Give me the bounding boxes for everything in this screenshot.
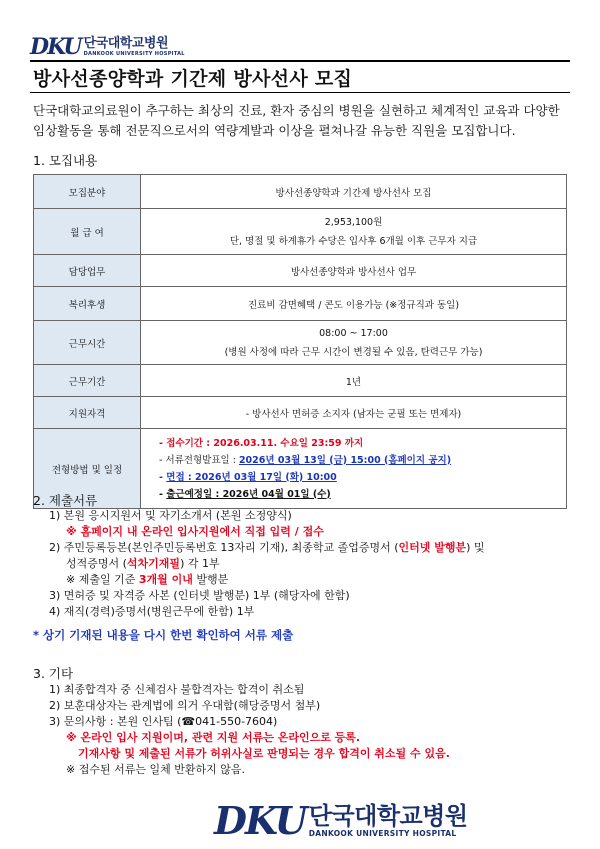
intro-paragraph: 단국대학교의료원이 추구하는 최상의 진료, 환자 중심의 병원을 실현하고 체계적인 교육과 다양한 임상활동을 통해 전문직으로서의 역량계발과 이상을 펼쳐나갈 유능한 직원을 모집합니다. [33, 103, 560, 138]
doc-item-3: 3) 면허증 및 자격증 사본 (인터넷 발행분) 1부 (해당자에 한함) [49, 589, 350, 602]
field-value: 방사선종양학과 기간제 방사선사 모집 [141, 175, 567, 209]
title-divider [30, 92, 570, 93]
logo-name-ko: 단국대학교병원 [308, 801, 468, 830]
hospital-logo-bottom [214, 798, 468, 843]
logo-name-ko: 단국대학교병원 [83, 36, 169, 51]
doc-item-2-cont: 성적증명서 (석차기재필) 각 1부 [66, 557, 220, 570]
table-row [34, 209, 567, 255]
doc-item-2-note: ※ 제출일 기준 3개월 이내 발행분 [66, 573, 229, 586]
etc-item-1: 1) 최종합격자 중 신체검사 불합격자는 합격이 취소됨 [49, 683, 305, 696]
no-return-note: ※ 접수된 서류는 일체 반환하지 않음. [66, 763, 245, 776]
start-date: 출근예정일 : 2026년 04월 01일 (수) [166, 488, 331, 500]
logo-mark: DKU [214, 798, 306, 843]
recheck-notice: * 상기 기재된 내용을 다시 한번 확인하여 서류 제출 [33, 628, 294, 642]
logo-name-en: DANKOOK UNIVERSITY HOSPITAL [308, 828, 457, 838]
section-3-title: 3. 기타 [33, 666, 74, 681]
duty-value: 방사선종양학과 방사선사 업무 [141, 255, 567, 287]
table-row [34, 255, 567, 287]
false-info-warning: 기재사항 및 제출된 서류가 허위사실로 판명되는 경우 합격이 취소될 수 있음. [78, 747, 450, 760]
table-row [34, 287, 567, 321]
doc-item-1-note: ※ 홈페이지 내 온라인 입사지원에서 직접 입력 / 접수 [66, 525, 324, 538]
qualification-label: 지원자격 [34, 397, 141, 429]
duty-label: 담당업무 [34, 255, 141, 287]
top-divider [30, 60, 570, 62]
schedule-cell: - 접수기간 : 2026.03.11. 수요일 23:59 까지 - 서류전형발표일 : 2026년 03월 13일 (금) 15:00 (홈페이지 공지) - 면접 : 2026년 03월 17일 (화) 10:00 - 출근예정일 : 2026년 04월 01일 (수) [141, 429, 567, 509]
logo-name-en: DANKOOK UNIVERSITY HOSPITAL [83, 51, 185, 57]
salary-value: 2,953,100원 [324, 216, 383, 228]
salary-note: 단, 명절 및 하계휴가 수당은 입사후 6개월 이후 근무자 지급 [229, 235, 478, 247]
hours-value: 08:00 ~ 17:00 [319, 327, 388, 339]
online-warning: ※ 온라인 입사 지원이며, 관련 지원 서류는 온라인으로 등록. [66, 731, 361, 744]
page-title: 방사선종양학과 기간제 방사선사 모집 [33, 68, 353, 90]
hospital-logo-top [30, 34, 185, 60]
field-label: 모집분야 [34, 175, 141, 209]
table-row [34, 175, 567, 209]
hours-label: 근무시간 [34, 321, 141, 365]
section-1-title: 1. 모집내용 [33, 153, 98, 168]
table-row [34, 397, 567, 429]
period-value: 1년 [141, 365, 567, 397]
table-row [34, 321, 567, 365]
qualification-value: - 방사선사 면허증 소지자 (남자는 군필 또는 면제자) [141, 397, 567, 429]
logo-mark: DKU [30, 34, 81, 60]
doc-item-2: 2) 주민등록등본(본인주민등록번호 13자리 기재), 최종학교 졸업증명서 (인터넷 발행분) 및 [49, 541, 485, 554]
document-result-date: 2026년 03월 13일 (금) 15:00 (홈페이지 공지) [238, 454, 452, 466]
schedule-label: 전형방법 및 일정 [34, 429, 141, 509]
etc-item-2: 2) 보훈대상자는 관계법에 의거 우대함(해당증명서 첨부) [49, 699, 321, 712]
interview-date: 면접 : 2026년 03월 17일 (화) 10:00 [166, 471, 337, 483]
doc-item-4: 4) 재직(경력)증명서(병원근무에 한함) 1부 [49, 605, 255, 618]
application-period: 접수기간 : 2026.03.11. 수요일 23:59 까지 [166, 437, 364, 449]
recruit-table [33, 174, 567, 509]
salary-label: 월 급 여 [34, 209, 141, 255]
hours-note: (병원 사정에 따라 근무 시간이 변경될 수 있음, 탄력근무 가능) [224, 346, 483, 358]
section-2-title: 2. 제출서류 [33, 493, 98, 508]
welfare-value: 진료비 감면혜택 / 콘도 이용가능 (※정규직과 동일) [141, 287, 567, 321]
etc-item-3: 3) 문의사항 : 본원 인사팀 (☎041-550-7604) [49, 715, 278, 728]
period-label: 근무기간 [34, 365, 141, 397]
doc-item-1: 1) 본원 응시지원서 및 자기소개서 (본원 소정양식) [49, 509, 292, 522]
welfare-label: 복리후생 [34, 287, 141, 321]
table-row [34, 429, 567, 509]
table-row [34, 365, 567, 397]
